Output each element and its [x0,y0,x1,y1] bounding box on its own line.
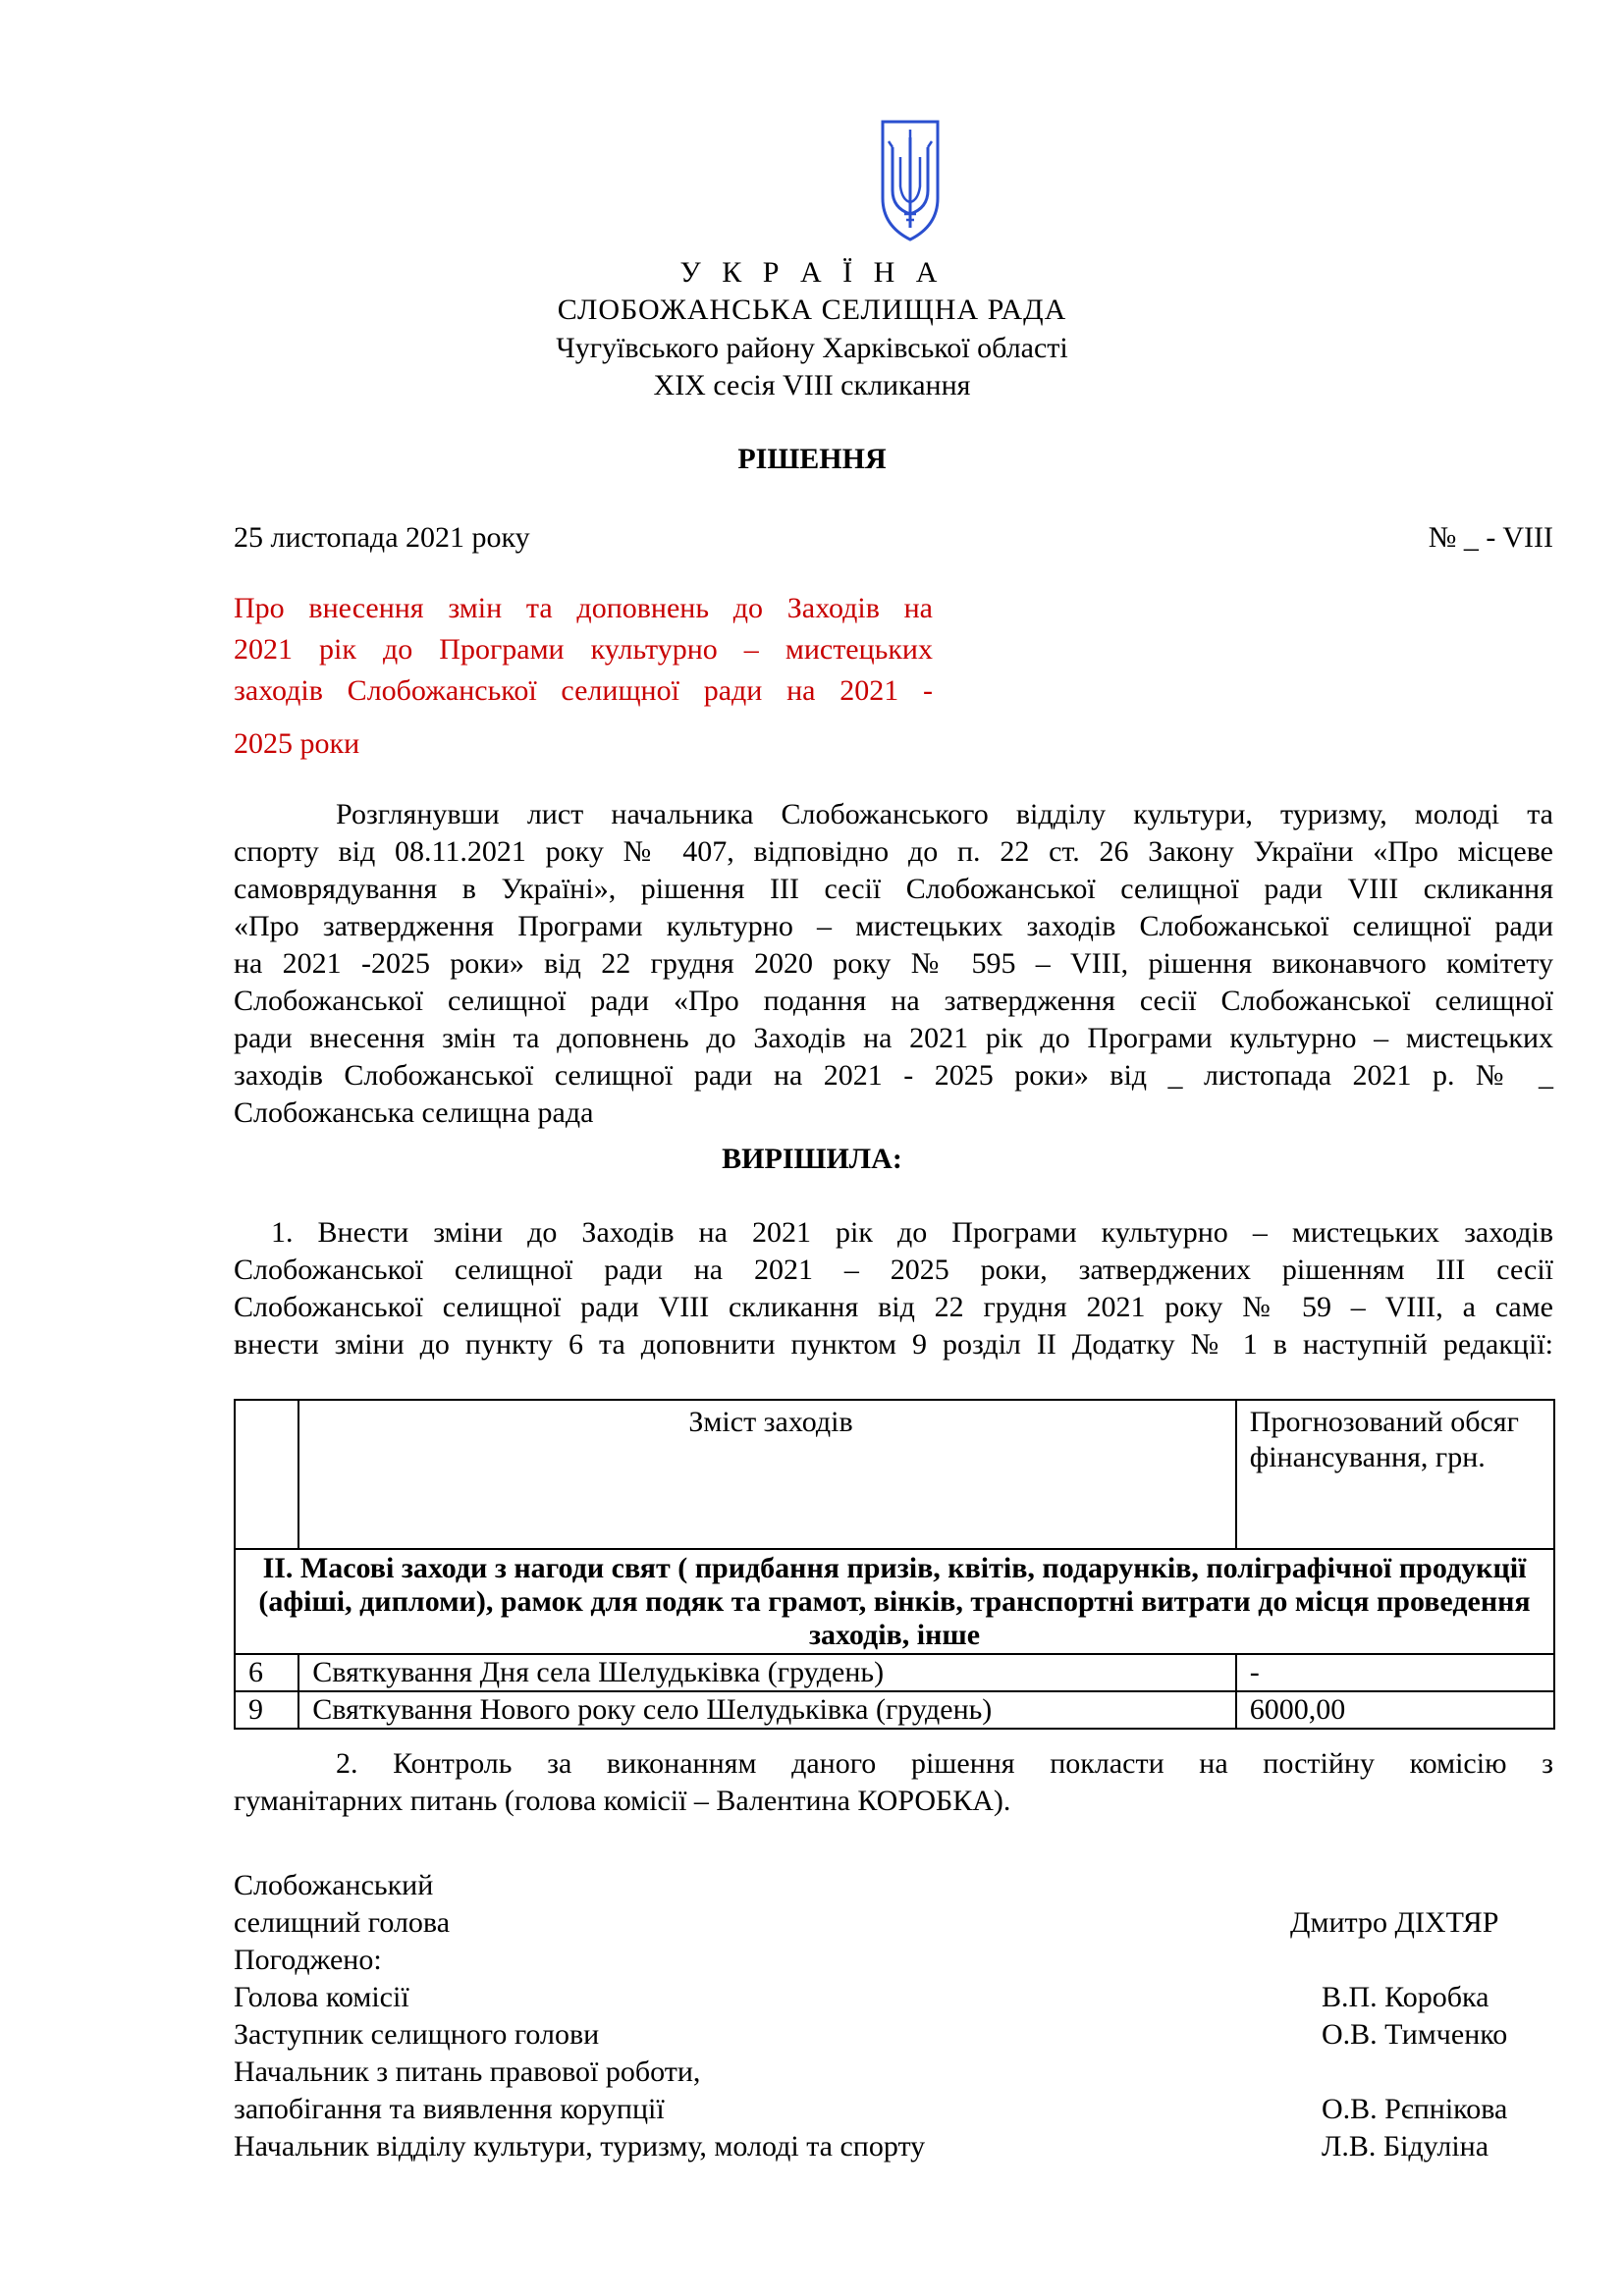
approver-name: О.В. Рєпнікова [1322,2093,1508,2125]
item-line: Слобожанської селищної ради VIII скликання від 22 грудня 2021 року № 59 – VIII, а саме [234,1291,1553,1323]
header-amount-cell: Прогнозований обсяг фінансування, грн. [1236,1400,1554,1549]
document-type: РІШЕННЯ [737,443,887,475]
agreed-label: Погоджено: [234,1944,382,1976]
approver-title: Заступник селищного голови [234,2018,600,2051]
coat-of-arms-icon [879,118,942,243]
approver-title: Голова комісії [234,1981,409,2013]
row-amount: - [1236,1654,1554,1691]
item-line: Слобожанської селищної ради на 2021 – 2025 роки, затверджених рішенням ІІІ сесії [234,1254,1553,1286]
table-section-row [235,1549,1554,1654]
approver-title: Начальник відділу культури, туризму, молоді та спорту [234,2130,926,2163]
header-number-cell [235,1400,298,1549]
item-line: 1. Внести зміни до Заходів на 2021 рік до Програми культурно – мистецьких заходів [271,1216,1553,1249]
section-title: ІІ. Масові заходи з нагоди свят ( придбання призів, квітів, подарунків, поліграфічної продукції (афіші, дипломи), рамок для подяк та грамот, вінків, транспортні витрати до місця проведення заходів, інше [235,1549,1554,1654]
row-amount: 6000,00 [1236,1691,1554,1729]
header-content-cell: Зміст заходів [298,1400,1236,1549]
table-row [235,1654,1554,1691]
table-row [235,1691,1554,1729]
row-number: 6 [235,1654,298,1691]
preamble-line: Слобожанської селищної ради «Про подання на затвердження сесії Слобожанської селищної [234,985,1553,1017]
subject-line: 2025 роки [234,727,360,760]
document-number: № _ - VIII [1428,521,1553,554]
preamble-line: на 2021 -2025 роки» від 22 грудня 2020 року № 595 – VIII, рішення виконавчого комітету [234,947,1553,980]
item-line: внести зміни до пункту 6 та доповнити пунктом 9 розділ ІІ Додатку № 1 в наступній редакції: [234,1328,1553,1361]
preamble-line: Слобожанська селищна рада [234,1096,594,1129]
approver-name: О.В. Тимченко [1322,2018,1508,2051]
decision-heading: ВИРІШИЛА: [722,1143,902,1175]
preamble-line: Розглянувши лист начальника Слобожанського відділу культури, туризму, молоді та [336,798,1553,830]
preamble-line: ради внесення змін та доповнень до Заходів на 2021 рік до Програми культурно – мистецьких [234,1022,1553,1054]
subject-line: 2021 рік до Програми культурно – мистецьких [234,633,933,666]
subject-line: заходів Слобожанської селищної ради на 2021 - [234,674,933,707]
preamble-line: спорту від 08.11.2021 року № 407, відповідно до п. 22 ст. 26 Закону України «Про місцеве [234,835,1553,868]
row-number: 9 [235,1691,298,1729]
council-district: Чугуївського району Харківської області [556,332,1068,364]
table-header-row [235,1400,1554,1549]
preamble-line: «Про затвердження Програми культурно – мистецьких заходів Слобожанської селищної ради [234,910,1553,942]
measures-table [234,1399,1555,1730]
row-text: Святкування Нового року село Шелудьківка (грудень) [298,1691,1236,1729]
row-text: Святкування Дня села Шелудьківка (грудень) [298,1654,1236,1691]
head-title: Слобожанський [234,1869,434,1901]
approver-title: Начальник з питань правової роботи, [234,2056,701,2088]
preamble-line: самоврядування в Україні», рішення ІІІ сесії Слобожанської селищної ради VIII скликання [234,873,1553,905]
preamble-line: заходів Слобожанської селищної ради на 2021 - 2025 роки» від _ листопада 2021 р. № _ [234,1059,1553,1092]
council-name: СЛОБОЖАНСЬКА СЕЛИЩНА РАДА [557,294,1067,326]
approver-name: В.П. Коробка [1322,1981,1489,2013]
session-line: XIX сесія VIII скликання [653,369,971,401]
head-title: селищний голова [234,1906,451,1939]
approver-name: Л.В. Бідуліна [1322,2130,1489,2163]
country-name: У К Р А Ї Н А [679,256,945,289]
item-line: 2. Контроль за виконанням даного рішення покласти на постійну комісію з [336,1747,1553,1780]
approver-title: запобігання та виявлення корупції [234,2093,665,2125]
head-name: Дмитро ДІХТЯР [1290,1906,1499,1939]
subject-line: Про внесення змін та доповнень до Заходів на [234,592,933,624]
item-line: гуманітарних питань (голова комісії – Валентина КОРОБКА). [234,1785,1011,1817]
document-date: 25 листопада 2021 року [234,521,530,554]
